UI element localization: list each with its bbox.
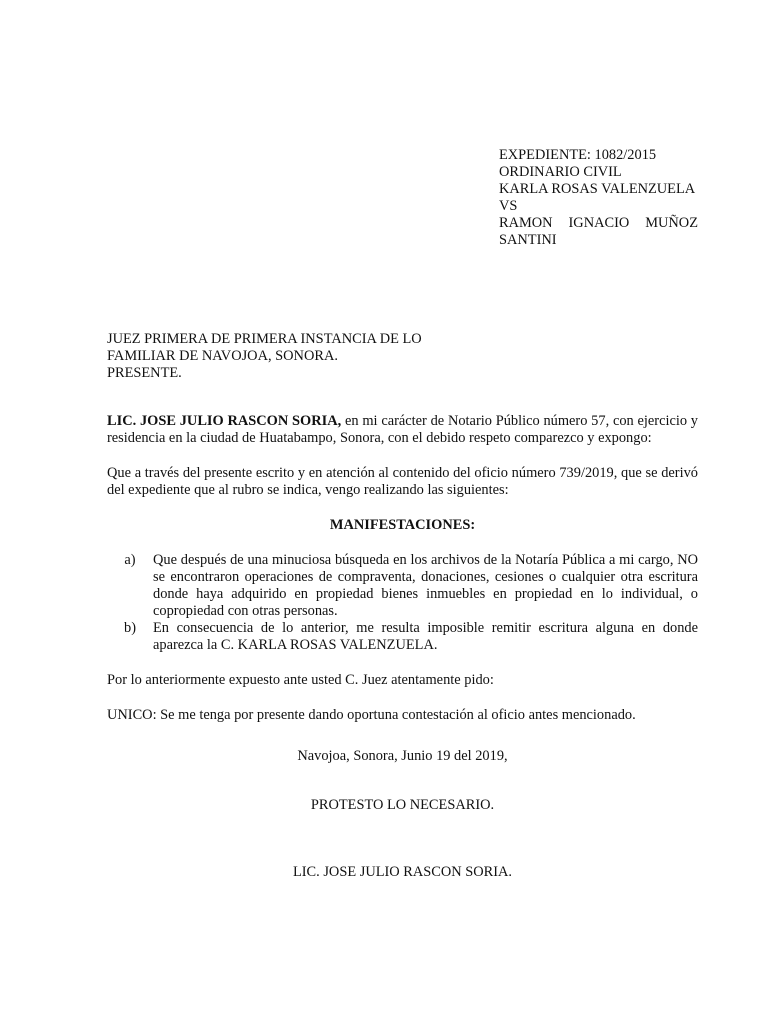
defendant-word: IGNACIO: [568, 215, 630, 231]
list-item-text: En consecuencia de lo anterior, me resulta imposible remitir escritura alguna en donde aparezca la C. KARLA ROSAS VALENZUELA.: [153, 620, 698, 653]
defendant-name-line: [499, 215, 698, 232]
list-item: [107, 620, 698, 654]
list-marker: a): [124, 552, 136, 568]
unico-paragraph: UNICO: Se me tenga por presente dando oportuna contestación al oficio antes mencionado.: [107, 707, 636, 723]
intro-text: en mi carácter de Notario Público número 57, con ejercicio y residencia en la ciudad de Huatabampo, Sonora, con el debido respeto comparezco y expongo:: [107, 413, 698, 446]
manifestaciones-heading: MANIFESTACIONES:: [329, 517, 476, 533]
request-paragraph: Por lo anteriormente expuesto ante usted C. Juez atentamente pido:: [107, 672, 494, 688]
plaintiff-name: KARLA ROSAS VALENZUELA: [499, 181, 696, 197]
addressee-line: FAMILIAR DE NAVOJOA, SONORA.: [107, 348, 338, 364]
addressee-line: JUEZ PRIMERA DE PRIMERA INSTANCIA DE LO: [107, 331, 422, 347]
signature-name: LIC. JOSE JULIO RASCON SORIA.: [292, 864, 513, 880]
defendant-last-name: SANTINI: [499, 232, 557, 248]
addressee-block: [107, 331, 698, 382]
addressee-line: PRESENTE.: [107, 365, 182, 381]
letter-body: [107, 413, 698, 742]
case-type: ORDINARIO CIVIL: [499, 164, 622, 180]
context-paragraph: Que a través del presente escrito y en atención al contenido del oficio número 739/2019, que se derivó del expediente que al rubro se indica, vengo realizando las siguientes:: [107, 465, 698, 498]
list-marker: b): [124, 620, 136, 636]
manifestaciones-list: [107, 552, 698, 654]
list-item: [107, 552, 698, 620]
place-date: Navojoa, Sonora, Junio 19 del 2019,: [297, 748, 508, 764]
list-item-text: Que después de una minuciosa búsqueda en los archivos de la Notaría Pública a mi cargo, NO se encontraron operaciones de compraventa, donaciones, cesiones o cualquier otra escritura donde haya adquirido en propiedad bienes inmuebles en propiedad en lo individual, o copropiedad con otras personas.: [153, 552, 698, 619]
protest-line: PROTESTO LO NECESARIO.: [310, 797, 495, 813]
case-caption: [499, 147, 698, 249]
notary-name: LIC. JOSE JULIO RASCON SORIA,: [107, 413, 342, 429]
defendant-word: MUÑOZ: [645, 215, 698, 231]
versus-label: VS: [499, 198, 518, 214]
case-number: EXPEDIENTE: 1082/2015: [499, 147, 657, 163]
intro-paragraph: [107, 413, 698, 447]
defendant-word: RAMON: [499, 215, 553, 231]
